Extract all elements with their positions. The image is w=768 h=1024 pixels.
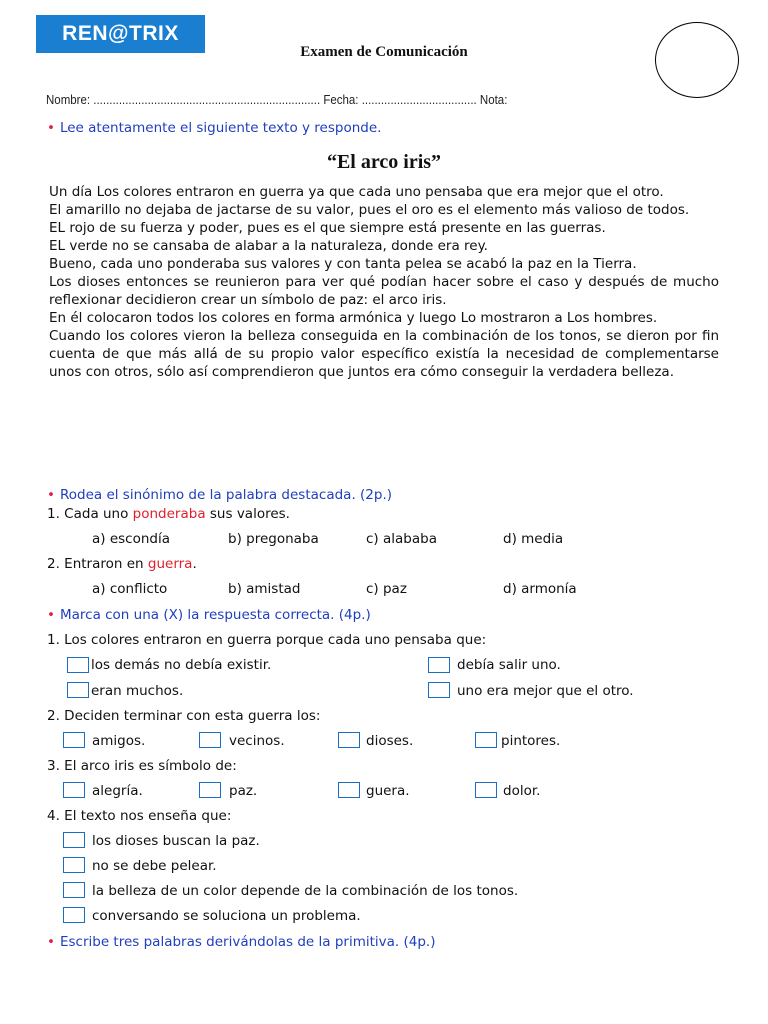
mark-question-2: 2. Deciden terminar con esta guerra los: xyxy=(47,708,321,724)
reading-instruction-text: Lee atentamente el siguiente texto y responde. xyxy=(59,120,382,136)
answer-label: conversando se soluciona un problema. xyxy=(92,908,361,924)
answer-checkbox[interactable] xyxy=(338,732,360,748)
reading-instruction xyxy=(47,120,381,136)
answer-label: eran muchos. xyxy=(91,683,184,699)
option-a[interactable]: a) escondía xyxy=(92,531,171,547)
answer-checkbox[interactable] xyxy=(67,682,89,698)
answer-checkbox[interactable] xyxy=(63,832,85,848)
bullet-icon: • xyxy=(47,120,55,136)
option-c[interactable]: c) alababa xyxy=(366,531,437,547)
bullet-icon: • xyxy=(47,934,55,950)
synonym-question-1 xyxy=(47,506,290,522)
synonym-instruction-text: Rodea el sinónimo de la palabra destacada. (2p.) xyxy=(59,487,393,503)
option-c[interactable]: c) paz xyxy=(366,581,407,597)
answer-label: los demás no debía existir. xyxy=(91,657,272,673)
option-d[interactable]: d) media xyxy=(503,531,564,547)
option-a[interactable]: a) conflicto xyxy=(92,581,168,597)
option-b[interactable]: b) pregonaba xyxy=(228,531,319,547)
exam-title: Examen de Comunicación xyxy=(300,44,468,60)
mark-question-3: 3. El arco iris es símbolo de: xyxy=(47,758,237,774)
story-paragraph: Bueno, cada uno ponderaba sus valores y con tanta pelea se acabó la paz en la Tierra. xyxy=(49,256,637,272)
answer-label: guera. xyxy=(366,783,410,799)
synonym-question-2 xyxy=(47,556,197,572)
bullet-icon: • xyxy=(47,607,55,623)
answer-label: vecinos. xyxy=(229,733,285,749)
answer-checkbox[interactable] xyxy=(428,682,450,698)
story-paragraph: Un día Los colores entraron en guerra ya que cada uno pensaba que era mejor que el otro. xyxy=(49,184,664,200)
bullet-icon: • xyxy=(47,487,55,503)
story-paragraph: En él colocaron todos los colores en forma armónica y luego Lo mostraron a Los hombres. xyxy=(49,310,658,326)
highlighted-word: guerra xyxy=(147,556,193,572)
answer-checkbox[interactable] xyxy=(199,732,221,748)
answer-label: debía salir uno. xyxy=(457,657,561,673)
story-paragraph: EL rojo de su fuerza y poder, pues es el que siempre está presente en las guerras. xyxy=(49,220,606,236)
answer-checkbox[interactable] xyxy=(63,857,85,873)
answer-label: dolor. xyxy=(503,783,541,799)
renatrix-logo: REN@TRIX xyxy=(36,15,205,53)
highlighted-word: ponderaba xyxy=(132,506,206,522)
story-paragraph: El amarillo no dejaba de jactarse de su valor, pues el oro es el elemento más valioso de todos. xyxy=(49,202,690,218)
question-text: . xyxy=(192,556,197,572)
synonym-instruction xyxy=(47,487,392,503)
answer-checkbox[interactable] xyxy=(338,782,360,798)
answer-label: paz. xyxy=(229,783,258,799)
question-text: sus valores. xyxy=(205,506,290,522)
answer-checkbox[interactable] xyxy=(63,782,85,798)
answer-checkbox[interactable] xyxy=(67,657,89,673)
option-d[interactable]: d) armonía xyxy=(503,581,577,597)
question-text: 2. Entraron en xyxy=(47,556,148,572)
answer-checkbox[interactable] xyxy=(199,782,221,798)
mark-question-1: 1. Los colores entraron en guerra porque cada uno pensaba que: xyxy=(47,632,487,648)
story-paragraph: Los dioses entonces se reunieron para ver qué podían hacer sobre el caso y después de mucho reflexionar decidieron crear un símbolo de paz: el arco iris. xyxy=(49,274,719,308)
answer-label: amigos. xyxy=(92,733,146,749)
mark-instruction-text: Marca con una (X) la respuesta correcta. (4p.) xyxy=(59,607,371,623)
story-title: “El arco iris” xyxy=(326,151,442,173)
answer-checkbox[interactable] xyxy=(475,732,497,748)
answer-label: pintores. xyxy=(501,733,561,749)
grade-circle xyxy=(655,22,739,98)
mark-question-4: 4. El texto nos enseña que: xyxy=(47,808,232,824)
student-info-line: Nombre: ....................................................................... Fecha: .................................... Nota: xyxy=(46,93,508,107)
answer-checkbox[interactable] xyxy=(63,882,85,898)
story-paragraph: Cuando los colores vieron la belleza conseguida en la combinación de los tonos, se dieron por fin cuenta de que más allá de su propio valor específico existía la necesidad de complementarse unos con otros, sólo así comprendieron que juntos era cómo conseguir la verdadera belleza. xyxy=(49,328,719,380)
mark-instruction xyxy=(47,607,371,623)
story-paragraph: EL verde no se cansaba de alabar a la naturaleza, donde era rey. xyxy=(49,238,488,254)
answer-label: uno era mejor que el otro. xyxy=(457,683,634,699)
derivation-instruction-text: Escribe tres palabras derivándolas de la primitiva. (4p.) xyxy=(59,934,436,950)
answer-checkbox[interactable] xyxy=(63,907,85,923)
answer-label: los dioses buscan la paz. xyxy=(92,833,260,849)
option-b[interactable]: b) amistad xyxy=(228,581,301,597)
answer-checkbox[interactable] xyxy=(63,732,85,748)
answer-checkbox[interactable] xyxy=(428,657,450,673)
answer-label: la belleza de un color depende de la combinación de los tonos. xyxy=(92,883,519,899)
derivation-instruction xyxy=(47,934,435,950)
story-text xyxy=(49,183,719,381)
answer-label: alegría. xyxy=(92,783,143,799)
answer-checkbox[interactable] xyxy=(475,782,497,798)
answer-label: no se debe pelear. xyxy=(92,858,217,874)
answer-label: dioses. xyxy=(366,733,414,749)
question-text: 1. Cada uno xyxy=(47,506,133,522)
